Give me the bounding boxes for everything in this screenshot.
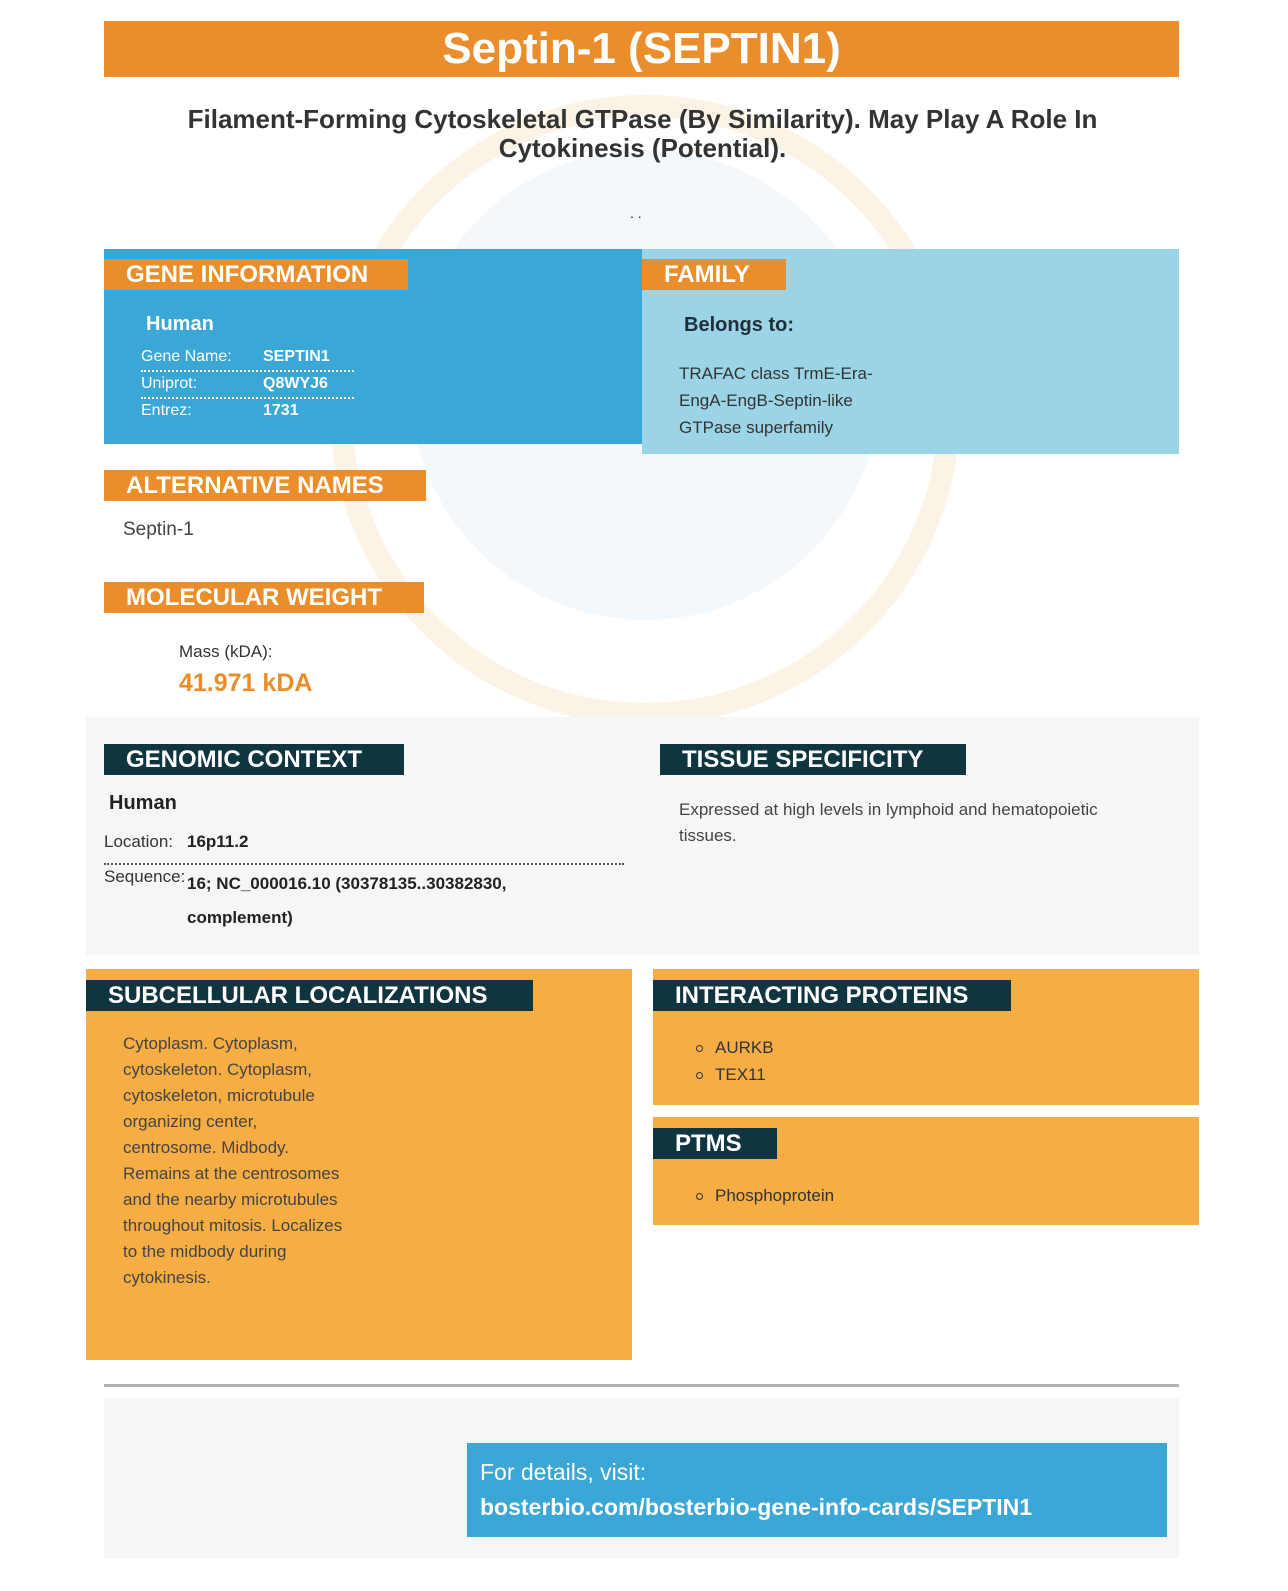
- gene-name-row: [141, 344, 354, 372]
- gene-species: Human: [146, 313, 214, 335]
- sequence-value: 16; NC_000016.10 (30378135..30382830, complement): [187, 874, 507, 927]
- entrez-value: 1731: [263, 402, 299, 419]
- interacting-proteins-list: [696, 1034, 774, 1088]
- entrez-label: Entrez:: [141, 402, 192, 419]
- family-heading: FAMILY: [642, 259, 786, 290]
- entrez-row: [141, 398, 354, 424]
- list-item: TEX11: [696, 1061, 774, 1088]
- family-value: TRAFAC class TrmE-Era-EngA-EngB-Septin-like GTPase superfamily: [679, 364, 873, 437]
- subcellular-value: Cytoplasm. Cytoplasm, cytoskeleton. Cytoplasm, cytoskeleton, microtubule organizing center, centrosome. Midbody. Remains at the centrosomes and the nearby microtubules throughout mitosis. Localizes to the midbody during cytokinesis.: [123, 1034, 343, 1287]
- gene-name-label: Gene Name:: [141, 348, 232, 365]
- visit-link-box[interactable]: [467, 1443, 1167, 1537]
- uniprot-value: Q8WYJ6: [263, 375, 328, 392]
- list-item: AURKB: [696, 1034, 774, 1061]
- genomic-divider: [104, 863, 624, 865]
- uniprot-label: Uniprot:: [141, 375, 198, 392]
- visit-label: For details, visit:: [480, 1459, 647, 1485]
- genomic-species: Human: [109, 792, 177, 814]
- mass-value: 41.971 kDA: [179, 669, 313, 697]
- gene-name-value: SEPTIN1: [263, 348, 330, 365]
- alternative-name-value: Septin-1: [123, 519, 194, 540]
- tissue-specificity-heading: TISSUE SPECIFICITY: [660, 744, 966, 775]
- location-value: 16p11.2: [187, 832, 249, 851]
- genomic-context-heading: GENOMIC CONTEXT: [104, 744, 404, 775]
- sequence-label: Sequence:: [104, 867, 186, 886]
- page-title: Septin-1 (SEPTIN1): [104, 21, 1179, 77]
- visit-url-link[interactable]: bosterbio.com/bosterbio-gene-info-cards/SEPTIN1: [480, 1494, 1033, 1520]
- mass-label: Mass (kDA):: [179, 642, 273, 661]
- interacting-proteins-heading: INTERACTING PROTEINS: [653, 980, 1011, 1011]
- uniprot-row: [141, 371, 354, 399]
- ptms-list: [696, 1182, 834, 1209]
- family-belongs-label: Belongs to:: [684, 314, 794, 336]
- tissue-specificity-value: Expressed at high levels in lymphoid and hematopoietic tissues.: [679, 800, 1098, 845]
- subcellular-heading: SUBCELLULAR LOCALIZATIONS: [86, 980, 533, 1011]
- alternative-names-heading: ALTERNATIVE NAMES: [104, 470, 426, 501]
- gene-description: Filament-Forming Cytoskeletal GTPase (By Similarity). May Play A Role In Cytokinesis (Potential).: [187, 104, 1098, 163]
- gene-information-heading: GENE INFORMATION: [104, 259, 408, 290]
- separator-dots: . .: [630, 205, 642, 221]
- list-item: Phosphoprotein: [696, 1182, 834, 1209]
- footer-divider: [104, 1384, 1179, 1387]
- location-label: Location:: [104, 832, 173, 851]
- ptms-heading: PTMS: [653, 1128, 777, 1159]
- molecular-weight-heading: MOLECULAR WEIGHT: [104, 582, 424, 613]
